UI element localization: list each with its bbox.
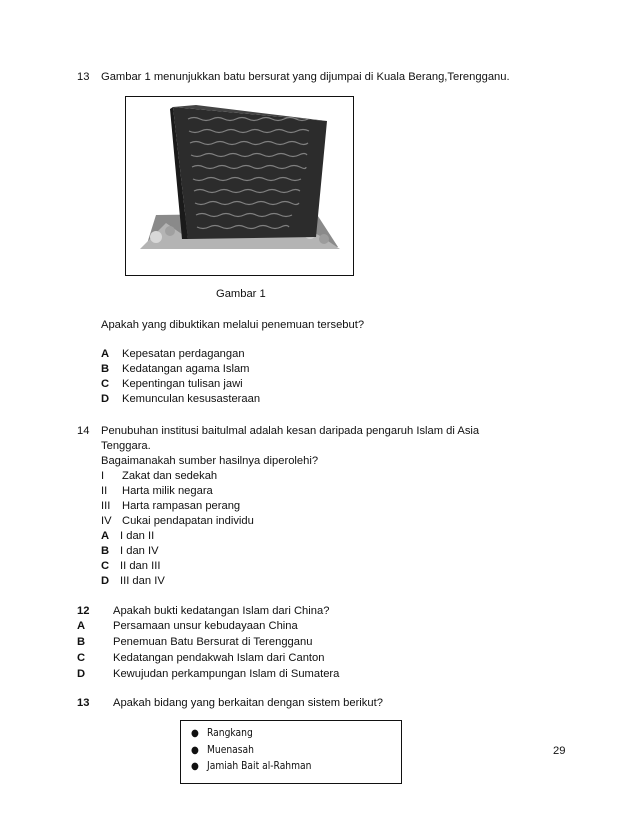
q13a-text: Gambar 1 menunjukkan batu bersurat yang dijumpai di Kuala Berang,Terengganu. xyxy=(101,71,510,83)
roman-numeral: III xyxy=(101,500,111,512)
batu-bersurat-photo xyxy=(125,96,354,276)
option-text: I dan II xyxy=(120,530,155,542)
q13b-question: Apakah bidang yang berkaitan dengan sistem berikut? xyxy=(113,697,383,709)
q14-line2: Tenggara. xyxy=(101,440,151,452)
bullet-icon: ● xyxy=(191,761,199,772)
bullet-item xyxy=(191,745,254,756)
roman-text: Harta milik negara xyxy=(122,485,213,497)
option-text: Kemunculan kesusasteraan xyxy=(122,393,261,405)
option-letter: B xyxy=(77,636,86,648)
q13a-question: Apakah yang dibuktikan melalui penemuan tersebut? xyxy=(101,319,365,331)
option-text: Penemuan Batu Bersurat di Terengganu xyxy=(113,636,313,648)
bullet-text: Muenasah xyxy=(207,745,254,756)
bullet-text: Jamiah Bait al-Rahman xyxy=(207,761,312,772)
option-text: Kepentingan tulisan jawi xyxy=(122,378,243,390)
q13b-number: 13 xyxy=(77,697,90,709)
option-letter: B xyxy=(101,545,110,557)
q12-question: Apakah bukti kedatangan Islam dari China? xyxy=(113,605,330,617)
q12-number: 12 xyxy=(77,605,90,617)
system-list-box xyxy=(180,720,402,784)
option-text: Kepesatan perdagangan xyxy=(122,348,245,360)
option-text: Persamaan unsur kebudayaan China xyxy=(113,620,298,632)
option-text: III dan IV xyxy=(120,575,165,587)
inscribed-stone-image xyxy=(126,97,352,274)
bullet-item xyxy=(191,761,312,772)
option-letter: A xyxy=(77,620,86,632)
page-number: 29 xyxy=(553,745,566,757)
bullet-icon: ● xyxy=(191,728,199,739)
q14-question: Bagaimanakah sumber hasilnya diperolehi? xyxy=(101,455,319,467)
bullet-icon: ● xyxy=(191,745,199,756)
q14-number: 14 xyxy=(77,425,90,437)
option-letter: D xyxy=(77,668,86,680)
bullet-text: Rangkang xyxy=(207,728,253,739)
roman-text: Harta rampasan perang xyxy=(122,500,241,512)
option-letter: B xyxy=(101,363,110,375)
q13a-number: 13 xyxy=(77,71,90,83)
option-letter: A xyxy=(101,530,110,542)
option-text: I dan IV xyxy=(120,545,159,557)
q14-line1: Penubuhan institusi baitulmal adalah kesan daripada pengaruh Islam di Asia xyxy=(101,425,480,437)
roman-numeral: II xyxy=(101,485,108,497)
option-letter: C xyxy=(101,378,110,390)
option-letter: C xyxy=(101,560,110,572)
option-letter: D xyxy=(101,393,110,405)
option-letter: D xyxy=(101,575,110,587)
option-text: Kedatangan agama Islam xyxy=(122,363,250,375)
option-text: II dan III xyxy=(120,560,161,572)
roman-text: Zakat dan sedekah xyxy=(122,470,218,482)
option-text: Kewujudan perkampungan Islam di Sumatera xyxy=(113,668,340,680)
roman-numeral: I xyxy=(101,470,105,482)
roman-numeral: IV xyxy=(101,515,112,527)
option-text: Kedatangan pendakwah Islam dari Canton xyxy=(113,652,325,664)
option-letter: C xyxy=(77,652,86,664)
figure-caption: Gambar 1 xyxy=(216,288,266,300)
option-letter: A xyxy=(101,348,110,360)
bullet-item xyxy=(191,728,253,739)
roman-text: Cukai pendapatan individu xyxy=(122,515,254,527)
